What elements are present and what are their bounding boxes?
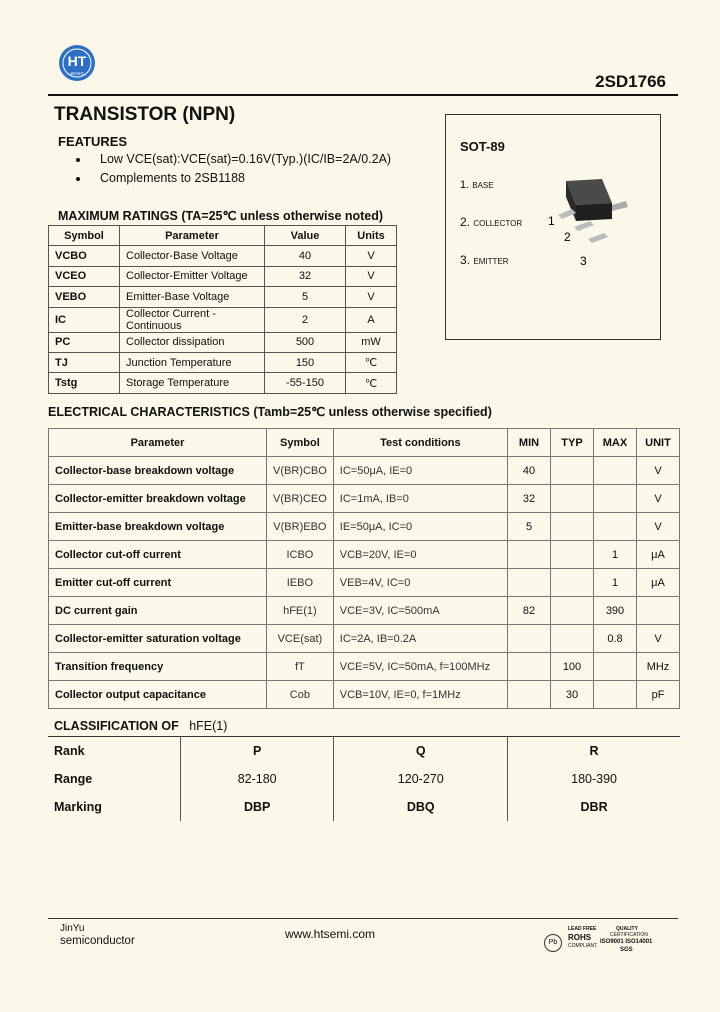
footer-divider — [48, 918, 678, 919]
page-title: TRANSISTOR (NPN) — [54, 104, 236, 125]
col-header: TYP — [551, 429, 594, 457]
max-ratings-table — [48, 225, 397, 394]
logo-subtext: WANG — [70, 71, 84, 76]
table-row: DC current gain hFE(1) VCE=3V, IC=500mA 82 390 — [49, 597, 680, 625]
pin-number-1: 1 — [548, 214, 555, 228]
iso-text: ISO9001 ISO14001 — [600, 939, 653, 945]
table-row: PC Collector dissipation 500 mW — [49, 332, 397, 352]
table-row: VEBO Emitter-Base Voltage 5 V — [49, 287, 397, 307]
col-header: MIN — [508, 429, 551, 457]
feature-text-2: Complements to 2SB1188 — [100, 171, 245, 185]
table-row: Emitter cut-off current IEBO VEB=4V, IC=0 1 μA — [49, 569, 680, 597]
table-row: TJ Junction Temperature 150 ℃ — [49, 352, 397, 372]
col-header: Parameter — [49, 429, 267, 457]
company-logo — [58, 44, 96, 82]
table-row: IC Collector Current -Continuous 2 A — [49, 307, 397, 332]
table-row: Rank P Q R — [48, 737, 680, 766]
table-row: Collector-emitter breakdown voltage V(BR)CEO IC=1mA, IB=0 32 V — [49, 485, 680, 513]
pin-2-label: 2. COLLECTOR — [460, 215, 523, 229]
classification-heading: CLASSIFICATION OF hFE(1) — [54, 719, 228, 733]
logo-letters: HT — [67, 53, 87, 69]
feature-item-1 — [76, 152, 391, 166]
company-name-line1: JinYu — [60, 923, 85, 934]
col-header: Symbol — [49, 226, 120, 246]
bullet-icon — [76, 177, 80, 181]
table-row: VCBO Collector-Base Voltage 40 V — [49, 246, 397, 266]
certification-text: CERTIFICATION — [610, 932, 648, 938]
pb-free-icon: Pb — [544, 934, 562, 952]
table-row: VCEO Collector-Emitter Voltage 32 V — [49, 266, 397, 286]
package-diagram — [445, 114, 661, 340]
col-header: MAX — [594, 429, 637, 457]
table-row: Marking DBP DBQ DBR — [48, 793, 680, 821]
part-number: 2SD1766 — [595, 72, 666, 91]
table-row: Collector cut-off current ICBO VCB=20V, IE=0 1 μA — [49, 541, 680, 569]
table-row: Collector output capacitance Cob VCB=10V, IE=0, f=1MHz 30 pF — [49, 681, 680, 709]
quality-text: QUALITY — [616, 926, 638, 932]
electrical-heading: ELECTRICAL CHARACTERISTICS (Tamb=25℃ unless otherwise specified) — [48, 405, 492, 419]
pin-1-label: 1. BASE — [460, 179, 494, 191]
header-divider — [48, 94, 678, 96]
col-header: Parameter — [120, 226, 265, 246]
table-row: Tstg Storage Temperature -55-150 ℃ — [49, 373, 397, 393]
compliant-text: COMPLIANT — [568, 943, 598, 949]
package-name: SOT-89 — [460, 139, 505, 154]
table-row: Transition frequency fT VCE=5V, IC=50mA, f=100MHz 100 MHz — [49, 653, 680, 681]
lead-free-text: LEAD FREE — [568, 926, 597, 932]
col-header: Symbol — [267, 429, 334, 457]
pin-number-3: 3 — [580, 254, 587, 268]
classification-table — [48, 736, 680, 821]
col-header: Value — [265, 226, 346, 246]
col-header: Units — [346, 226, 397, 246]
feature-item-2 — [76, 171, 245, 185]
table-row: Emitter-base breakdown voltage V(BR)EBO IE=50μA, IC=0 5 V — [49, 513, 680, 541]
certification-marks — [544, 926, 674, 956]
col-header: UNIT — [637, 429, 680, 457]
features-heading: FEATURES — [58, 134, 128, 149]
table-row: Collector-emitter saturation voltage VCE(sat) IC=2A, IB=0.2A 0.8 V — [49, 625, 680, 653]
classification-symbol: hFE(1) — [189, 719, 228, 733]
bullet-icon — [76, 158, 80, 162]
company-name-line2: semiconductor — [60, 935, 135, 947]
table-row: Range 82-180 120-270 180-390 — [48, 765, 680, 793]
table-row: Collector-base breakdown voltage V(BR)CBO IC=50μA, IE=0 40 V — [49, 457, 680, 485]
max-ratings-heading: MAXIMUM RATINGS (TA=25℃ unless otherwise noted) — [58, 209, 384, 223]
rohs-text: ROHS — [568, 933, 592, 942]
feature-text-1: Low VCE(sat):VCE(sat)=0.16V(Typ.)(IC/IB=2A/0.2A) — [100, 152, 392, 166]
pin-3-label: 3. EMITTER — [460, 253, 509, 267]
pin-number-2: 2 — [564, 230, 571, 244]
website-link[interactable]: www.htsemi.com — [285, 927, 376, 941]
sgs-text: SGS — [620, 947, 633, 953]
col-header: Test conditions — [333, 429, 507, 457]
sot89-package-icon — [542, 175, 652, 275]
electrical-table — [48, 428, 680, 709]
